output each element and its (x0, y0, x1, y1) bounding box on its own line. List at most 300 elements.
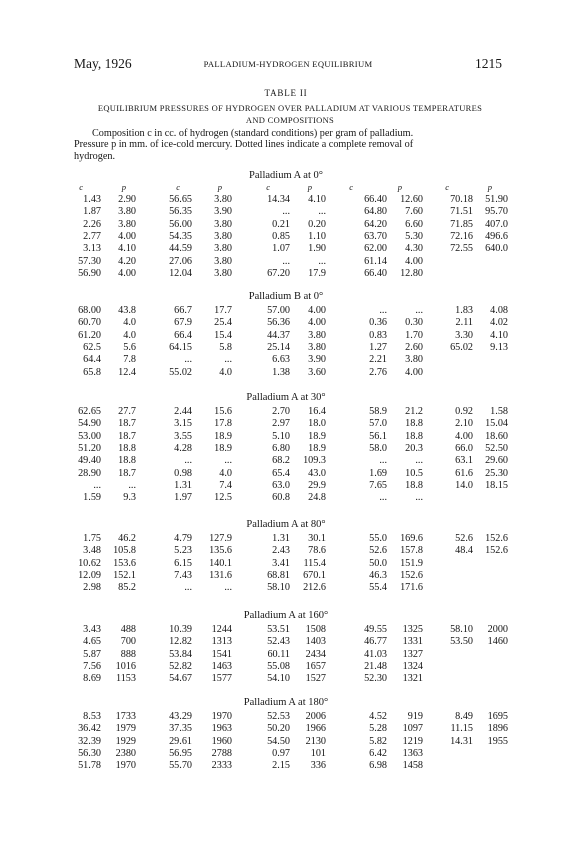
table-row (0, 649, 572, 661)
c-value-cell: 56.36 (267, 317, 290, 329)
c-value-cell: 65.8 (83, 366, 101, 378)
c-value-cell: 49.40 (78, 455, 101, 467)
p-value-cell: 3.80 (405, 354, 423, 366)
c-value-cell: 1.83 (455, 305, 473, 316)
table-row (0, 480, 572, 492)
c-value-cell: 56.00 (169, 218, 192, 230)
c-value-cell: 12.04 (169, 268, 192, 280)
p-value-cell: 157.8 (400, 545, 423, 557)
table-row (0, 305, 572, 317)
p-value-cell: 1695 (487, 711, 508, 722)
p-value-cell: 1463 (211, 661, 232, 673)
p-value-cell: 1966 (305, 723, 326, 735)
c-value-cell: 71.51 (450, 206, 473, 218)
p-value-cell: 140.1 (209, 557, 232, 569)
p-value-cell: 1963 (211, 723, 232, 735)
p-value-cell: 18.9 (214, 443, 232, 455)
c-value-cell: 54.10 (267, 673, 290, 685)
p-value-cell: 3.80 (118, 218, 136, 230)
p-value-cell: ... (128, 480, 136, 492)
p-value-cell: 4.10 (308, 194, 326, 205)
p-value-cell: ... (415, 305, 423, 316)
p-value-cell: 21.2 (405, 406, 423, 417)
c-value-cell: 66.40 (364, 194, 387, 205)
c-value-cell: 56.1 (369, 430, 387, 442)
c-value-cell: 62.5 (83, 342, 101, 354)
p-value-cell: 3.80 (214, 231, 232, 243)
p-value-cell: 4.10 (118, 243, 136, 255)
p-value-cell: 1460 (487, 636, 508, 648)
table-row (0, 206, 572, 218)
p-value-cell: 18.8 (405, 480, 423, 492)
c-value-cell: 29.61 (169, 735, 192, 747)
c-value-cell: 72.16 (450, 231, 473, 243)
c-value-cell: 48.4 (455, 545, 473, 557)
c-value-cell: 64.80 (364, 206, 387, 218)
p-value-cell: 2000 (487, 624, 508, 635)
table-row (0, 256, 572, 268)
table-row (0, 268, 572, 280)
c-value-cell: 55.4 (369, 582, 387, 594)
column-header: p (217, 182, 222, 192)
p-value-cell: 1527 (305, 673, 326, 685)
p-value-cell: 12.5 (214, 492, 232, 504)
c-value-cell: 66.4 (174, 329, 192, 341)
p-value-cell: 1.90 (308, 243, 326, 255)
p-value-cell: 12.60 (400, 194, 423, 205)
c-value-cell: ... (282, 255, 290, 267)
c-value-cell: 3.41 (272, 557, 290, 569)
p-value-cell: 3.90 (214, 206, 232, 218)
table-row (0, 661, 572, 673)
c-value-cell: 2.97 (272, 418, 290, 430)
table-row (0, 243, 572, 255)
p-value-cell: 4.00 (405, 366, 423, 378)
c-value-cell: 56.30 (78, 748, 101, 760)
table-row (0, 545, 572, 557)
page-number: 1215 (475, 56, 502, 71)
p-value-cell: 5.30 (405, 231, 423, 243)
c-value-cell: 61.6 (455, 467, 473, 479)
c-value-cell: 43.29 (169, 711, 192, 722)
section-title: Palladium A at 180° (243, 697, 329, 708)
c-value-cell: ... (379, 492, 387, 504)
p-value-cell: 43.8 (118, 305, 136, 316)
p-value-cell: 52.50 (485, 443, 508, 455)
p-value-cell: 3.80 (308, 342, 326, 354)
c-value-cell: 68.2 (272, 455, 290, 467)
c-value-cell: 57.30 (78, 255, 101, 267)
c-value-cell: 1.75 (83, 533, 101, 544)
c-value-cell: 56.95 (169, 748, 192, 760)
c-value-cell: 64.4 (83, 354, 101, 366)
column-header: c (266, 182, 270, 192)
column-header: p (397, 182, 402, 192)
c-value-cell: 63.70 (364, 231, 387, 243)
p-value-cell: 109.3 (303, 455, 326, 467)
c-value-cell: ... (93, 480, 101, 492)
c-value-cell: 53.00 (78, 430, 101, 442)
table-row (0, 760, 572, 772)
p-value-cell: ... (224, 582, 232, 594)
c-value-cell: 60.11 (267, 648, 290, 660)
c-value-cell: 50.20 (267, 723, 290, 735)
c-value-cell: 1.27 (369, 342, 387, 354)
table-title-line: AND COMPOSITIONS (245, 115, 335, 125)
c-value-cell: 3.30 (455, 329, 473, 341)
c-value-cell: 5.28 (369, 723, 387, 735)
p-value-cell: 43.0 (308, 467, 326, 479)
c-value-cell: ... (184, 582, 192, 594)
p-value-cell: 1153 (116, 673, 136, 685)
c-value-cell: 52.82 (169, 661, 192, 673)
p-value-cell: 4.00 (118, 268, 136, 280)
c-value-cell: 57.00 (267, 305, 290, 316)
p-value-cell: 1458 (402, 760, 423, 772)
table-row (0, 231, 572, 243)
p-value-cell: 18.8 (118, 443, 136, 455)
p-value-cell: 15.4 (214, 329, 232, 341)
c-value-cell: 1.59 (83, 492, 101, 504)
table-row (0, 570, 572, 582)
c-value-cell: 10.62 (78, 557, 101, 569)
p-value-cell: 4.20 (118, 255, 136, 267)
p-value-cell: 18.60 (485, 430, 508, 442)
table-row (0, 219, 572, 231)
p-value-cell: 2.60 (405, 342, 423, 354)
table-row (0, 367, 572, 379)
p-value-cell: 1657 (305, 661, 326, 673)
caption-line: Composition c in cc. of hydrogen (standard conditions) per gram of palladium. (92, 128, 414, 139)
p-value-cell: 1016 (115, 661, 136, 673)
p-value-cell: 17.7 (214, 305, 232, 316)
c-value-cell: 2.77 (83, 231, 101, 243)
p-value-cell: 5.8 (219, 342, 232, 354)
p-value-cell: 4.08 (490, 305, 508, 316)
c-value-cell: 58.0 (369, 443, 387, 455)
table-row (0, 406, 572, 418)
c-value-cell: 62.65 (78, 406, 101, 417)
c-value-cell: 1.38 (272, 366, 290, 378)
c-value-cell: 53.51 (267, 624, 290, 635)
c-value-cell: ... (379, 455, 387, 467)
c-value-cell: 63.1 (455, 455, 473, 467)
p-value-cell: 18.7 (118, 467, 136, 479)
p-value-cell: 4.00 (308, 317, 326, 329)
c-value-cell: 11.15 (450, 723, 473, 735)
table-row (0, 558, 572, 570)
p-value-cell: 1097 (402, 723, 423, 735)
c-value-cell: 28.90 (78, 467, 101, 479)
c-value-cell: 7.56 (83, 661, 101, 673)
c-value-cell: 67.20 (267, 268, 290, 280)
p-value-cell: 4.0 (219, 467, 232, 479)
p-value-cell: 3.80 (214, 268, 232, 280)
c-value-cell: 5.87 (83, 648, 101, 660)
p-value-cell: 700 (120, 636, 136, 648)
p-value-cell: 152.6 (485, 545, 508, 557)
c-value-cell: 52.43 (267, 636, 290, 648)
c-value-cell: 14.34 (267, 194, 290, 205)
c-value-cell: 2.70 (272, 406, 290, 417)
table-row (0, 330, 572, 342)
c-value-cell: 2.43 (272, 545, 290, 557)
c-value-cell: 6.80 (272, 443, 290, 455)
c-value-cell: 52.6 (369, 545, 387, 557)
p-value-cell: 25.4 (214, 317, 232, 329)
p-value-cell: 29.60 (485, 455, 508, 467)
p-value-cell: 153.6 (113, 557, 136, 569)
p-value-cell: 1955 (487, 735, 508, 747)
table-row (0, 673, 572, 685)
table-row (0, 748, 572, 760)
c-value-cell: 4.65 (83, 636, 101, 648)
c-value-cell: 55.02 (169, 366, 192, 378)
c-value-cell: 3.48 (83, 545, 101, 557)
table-row (0, 455, 572, 467)
table-row (0, 624, 572, 636)
c-value-cell: 8.53 (83, 711, 101, 722)
p-value-cell: 4.10 (490, 329, 508, 341)
p-value-cell: 3.90 (308, 354, 326, 366)
column-header: c (445, 182, 449, 192)
p-value-cell: 640.0 (485, 243, 508, 255)
c-value-cell: 3.15 (174, 418, 192, 430)
p-value-cell: 1970 (211, 711, 232, 722)
c-value-cell: 0.36 (369, 317, 387, 329)
p-value-cell: 3.60 (308, 366, 326, 378)
p-value-cell: 1896 (487, 723, 508, 735)
table-caption (74, 128, 502, 162)
table-row (0, 354, 572, 366)
caption-line: hydrogen. (74, 150, 116, 162)
section-title: Palladium A at 80° (246, 519, 326, 530)
table-row (0, 492, 572, 504)
c-value-cell: 55.0 (369, 533, 387, 544)
p-value-cell: 17.8 (214, 418, 232, 430)
c-value-cell: 27.06 (169, 255, 192, 267)
p-value-cell: 78.6 (308, 545, 326, 557)
c-value-cell: 44.37 (267, 329, 290, 341)
c-value-cell: 10.39 (169, 624, 192, 635)
p-value-cell: 1219 (402, 735, 423, 747)
c-value-cell: ... (184, 354, 192, 366)
c-value-cell: 60.70 (78, 317, 101, 329)
c-value-cell: 1.31 (174, 480, 192, 492)
c-value-cell: 4.52 (369, 711, 387, 722)
p-value-cell: 25.30 (485, 467, 508, 479)
c-value-cell: 1.07 (272, 243, 290, 255)
p-value-cell: 1363 (402, 748, 423, 760)
c-value-cell: 21.48 (364, 661, 387, 673)
p-value-cell: 12.80 (400, 268, 423, 280)
c-value-cell: 8.69 (83, 673, 101, 685)
c-value-cell: 68.81 (267, 570, 290, 582)
c-value-cell: 72.55 (450, 243, 473, 255)
table-row (0, 194, 572, 206)
table-row (0, 468, 572, 480)
p-value-cell: ... (318, 206, 326, 218)
c-value-cell: 64.20 (364, 218, 387, 230)
c-value-cell: 61.14 (364, 255, 387, 267)
p-value-cell: 1960 (211, 735, 232, 747)
p-value-cell: 888 (120, 648, 136, 660)
p-value-cell: 18.8 (405, 418, 423, 430)
p-value-cell: 4.30 (405, 243, 423, 255)
c-value-cell: 54.50 (267, 735, 290, 747)
p-value-cell: 1.70 (405, 329, 423, 341)
c-value-cell: 0.83 (369, 329, 387, 341)
c-value-cell: 8.49 (455, 711, 473, 722)
p-value-cell: 4.02 (490, 317, 508, 329)
p-value-cell: ... (415, 492, 423, 504)
c-value-cell: 14.31 (450, 735, 473, 747)
p-value-cell: 51.90 (485, 194, 508, 205)
p-value-cell: 3.80 (214, 218, 232, 230)
p-value-cell: 7.60 (405, 206, 423, 218)
p-value-cell: 3.80 (118, 206, 136, 218)
p-value-cell: 3.80 (214, 243, 232, 255)
page-header (74, 56, 502, 74)
table-number: TABLE II (264, 88, 308, 98)
c-value-cell: 54.35 (169, 231, 192, 243)
p-value-cell: 10.5 (405, 467, 423, 479)
p-value-cell: 2380 (115, 748, 136, 760)
p-value-cell: 336 (310, 760, 326, 772)
header-date: May, 1926 (74, 56, 132, 71)
section-title: Palladium B at 0° (248, 291, 324, 302)
table-row (0, 431, 572, 443)
c-value-cell: 51.78 (78, 760, 101, 772)
p-value-cell: 2.90 (118, 194, 136, 205)
p-value-cell: 2006 (305, 711, 326, 722)
p-value-cell: 1970 (115, 760, 136, 772)
p-value-cell: 12.4 (118, 366, 136, 378)
p-value-cell: 4.0 (219, 366, 232, 378)
c-value-cell: 4.00 (455, 430, 473, 442)
c-value-cell: 66.0 (455, 443, 473, 455)
p-value-cell: 4.00 (118, 231, 136, 243)
p-value-cell: 1321 (402, 673, 423, 685)
p-value-cell: 2434 (305, 648, 326, 660)
c-value-cell: 3.43 (83, 624, 101, 635)
p-value-cell: 127.9 (209, 533, 232, 544)
p-value-cell: 30.1 (308, 533, 326, 544)
c-value-cell: ... (379, 305, 387, 316)
p-value-cell: 135.6 (209, 545, 232, 557)
table-row (0, 723, 572, 735)
section-title: Palladium A at 30° (246, 392, 326, 403)
p-value-cell: 1577 (211, 673, 232, 685)
c-value-cell: 12.82 (169, 636, 192, 648)
p-value-cell: 95.70 (485, 206, 508, 218)
c-value-cell: 64.15 (169, 342, 192, 354)
c-value-cell: 36.42 (78, 723, 101, 735)
c-value-cell: 1.43 (83, 194, 101, 205)
p-value-cell: 3.80 (308, 329, 326, 341)
p-value-cell: 1733 (115, 711, 136, 722)
c-value-cell: 2.11 (455, 317, 473, 329)
p-value-cell: 1.10 (308, 231, 326, 243)
p-value-cell: 171.6 (400, 582, 423, 594)
c-value-cell: 2.21 (369, 354, 387, 366)
c-value-cell: 2.76 (369, 366, 387, 378)
p-value-cell: 115.4 (303, 557, 326, 569)
c-value-cell: 55.70 (169, 760, 192, 772)
c-value-cell: 6.42 (369, 748, 387, 760)
p-value-cell: 1979 (115, 723, 136, 735)
p-value-cell: 1313 (211, 636, 232, 648)
c-value-cell: 56.90 (78, 268, 101, 280)
p-value-cell: 17.9 (308, 268, 326, 280)
c-value-cell: 61.20 (78, 329, 101, 341)
c-value-cell: 65.02 (450, 342, 473, 354)
c-value-cell: 58.10 (267, 582, 290, 594)
c-value-cell: 25.14 (267, 342, 290, 354)
p-value-cell: 18.7 (118, 430, 136, 442)
p-value-cell: 4.00 (308, 305, 326, 316)
c-value-cell: 1.87 (83, 206, 101, 218)
column-header-row (0, 182, 572, 194)
p-value-cell: 18.9 (308, 430, 326, 442)
c-value-cell: 37.35 (169, 723, 192, 735)
c-value-cell: 1.69 (369, 467, 387, 479)
p-value-cell: ... (415, 455, 423, 467)
p-value-cell: ... (224, 455, 232, 467)
c-value-cell: 7.43 (174, 570, 192, 582)
c-value-cell: 2.26 (83, 218, 101, 230)
c-value-cell: 12.09 (78, 570, 101, 582)
c-value-cell: 51.20 (78, 443, 101, 455)
p-value-cell: 18.7 (118, 418, 136, 430)
column-header: c (79, 182, 83, 192)
table-row (0, 636, 572, 648)
column-header: p (307, 182, 312, 192)
p-value-cell: 212.6 (303, 582, 326, 594)
p-value-cell: 18.8 (405, 430, 423, 442)
p-value-cell: ... (224, 354, 232, 366)
p-value-cell: 1327 (402, 648, 423, 660)
c-value-cell: 58.9 (369, 406, 387, 417)
running-title: PALLADIUM-HYDROGEN EQUILIBRIUM (203, 59, 373, 69)
c-value-cell: 53.50 (450, 636, 473, 648)
c-value-cell: 66.7 (174, 305, 192, 316)
table-row (0, 342, 572, 354)
p-value-cell: 0.30 (405, 317, 423, 329)
c-value-cell: 57.0 (369, 418, 387, 430)
c-value-cell: 0.92 (455, 406, 473, 417)
section-title: Palladium A at 0° (249, 170, 323, 181)
c-value-cell: 5.23 (174, 545, 192, 557)
c-value-cell: 54.90 (78, 418, 101, 430)
table-row (0, 317, 572, 329)
table-row (0, 533, 572, 545)
c-value-cell: 5.82 (369, 735, 387, 747)
c-value-cell: 53.84 (169, 648, 192, 660)
c-value-cell: 2.98 (83, 582, 101, 594)
p-value-cell: 20.3 (405, 443, 423, 455)
column-header: c (349, 182, 353, 192)
p-value-cell: 1325 (402, 624, 423, 635)
table-row (0, 443, 572, 455)
p-value-cell: 1324 (402, 661, 423, 673)
p-value-cell: 9.13 (490, 342, 508, 354)
table-row (0, 582, 572, 594)
c-value-cell: ... (282, 206, 290, 218)
p-value-cell: 4.00 (405, 255, 423, 267)
p-value-cell: 4.0 (123, 317, 136, 329)
c-value-cell: 60.8 (272, 492, 290, 504)
